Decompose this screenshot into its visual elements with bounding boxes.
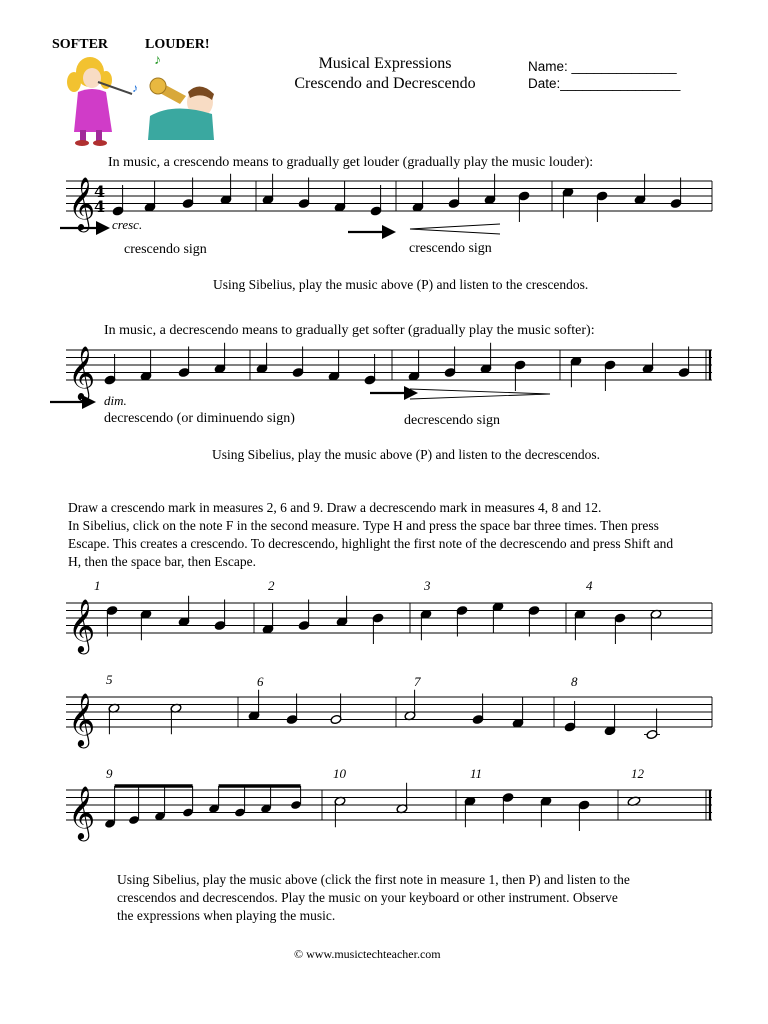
treble-clef-icon: 𝄞 (68, 176, 96, 230)
measure-number-4: 4 (586, 578, 593, 593)
measure-number-8: 8 (571, 674, 578, 689)
exercise-line-1: Draw a crescendo mark in measures 2, 6 and 9. Draw a decrescendo mark in measures 4, 8 and 12. (68, 500, 602, 515)
crescendo-sign-label-right: crescendo sign (409, 241, 492, 256)
crescendo-sign-label-left: crescendo sign (124, 242, 207, 257)
time-signature-top: 4 (94, 182, 106, 201)
treble-clef-icon: 𝄞 (68, 785, 96, 839)
measure-number-6: 6 (257, 674, 264, 689)
decrescendo-sign-label-left: decrescendo (or diminuendo sign) (104, 411, 295, 426)
svg-text:♪: ♪ (132, 81, 138, 95)
measure-number-3: 3 (424, 578, 431, 593)
exercise-line-2: In Sibelius, click on the note F in the second measure. Type H and press the space bar three times. Then press (68, 518, 659, 533)
cresc-marking: cresc. (112, 217, 143, 232)
title-line-1: Musical Expressions (318, 55, 452, 72)
measure-number-9: 9 (106, 766, 113, 781)
closing-line-3: the expressions when playing the music. (117, 908, 336, 923)
closing-line-2: crescendos and decrescendos. Play the music on your keyboard or other instrument. Observe (117, 890, 618, 905)
measure-number-1: 1 (94, 578, 101, 593)
measure-number-10: 10 (333, 766, 346, 781)
softer-label: SOFTER (52, 37, 109, 52)
treble-clef-icon: 𝄞 (68, 692, 96, 746)
name-field: Name: ______________ (528, 59, 677, 74)
measure-number-11: 11 (470, 766, 483, 781)
decrescendo-sign-label-right: decrescendo sign (404, 413, 501, 428)
exercise-line-3: Escape. This creates a crescendo. To decrescendo, highlight the first note of the decrescendo and press Shift and (68, 536, 674, 551)
decrescendo-intro: In music, a decrescendo means to gradually get softer (gradually play the music softer): (104, 323, 595, 338)
measure-number-2: 2 (268, 578, 275, 593)
crescendo-intro: In music, a crescendo means to gradually get louder (gradually play the music louder): (108, 155, 594, 170)
copyright-footer: © www.musictechteacher.com (294, 947, 441, 961)
measure-number-5: 5 (106, 672, 113, 687)
measure-number-12: 12 (631, 766, 644, 781)
decrescendo-instruction: Using Sibelius, play the music above (P) and listen to the decrescendos. (212, 447, 601, 462)
title-line-2: Crescendo and Decrescendo (294, 75, 476, 92)
time-signature-bottom: 4 (94, 197, 106, 216)
exercise-line-4: H, then the space bar, then Escape. (68, 554, 257, 569)
closing-line-1: Using Sibelius, play the music above (click the first note in measure 1, then P) and listen to the (117, 872, 630, 887)
svg-text:♪: ♪ (154, 53, 161, 68)
treble-clef-icon: 𝄞 (68, 598, 96, 652)
closing-instructions (117, 871, 630, 925)
louder-label: LOUDER! (145, 37, 210, 52)
crescendo-instruction: Using Sibelius, play the music above (P) and listen to the crescendos. (213, 277, 589, 292)
measure-number-7: 7 (414, 674, 421, 689)
date-field: Date:________________ (528, 76, 681, 91)
treble-clef-icon: 𝄞 (68, 345, 96, 399)
dim-marking: dim. (104, 393, 127, 408)
